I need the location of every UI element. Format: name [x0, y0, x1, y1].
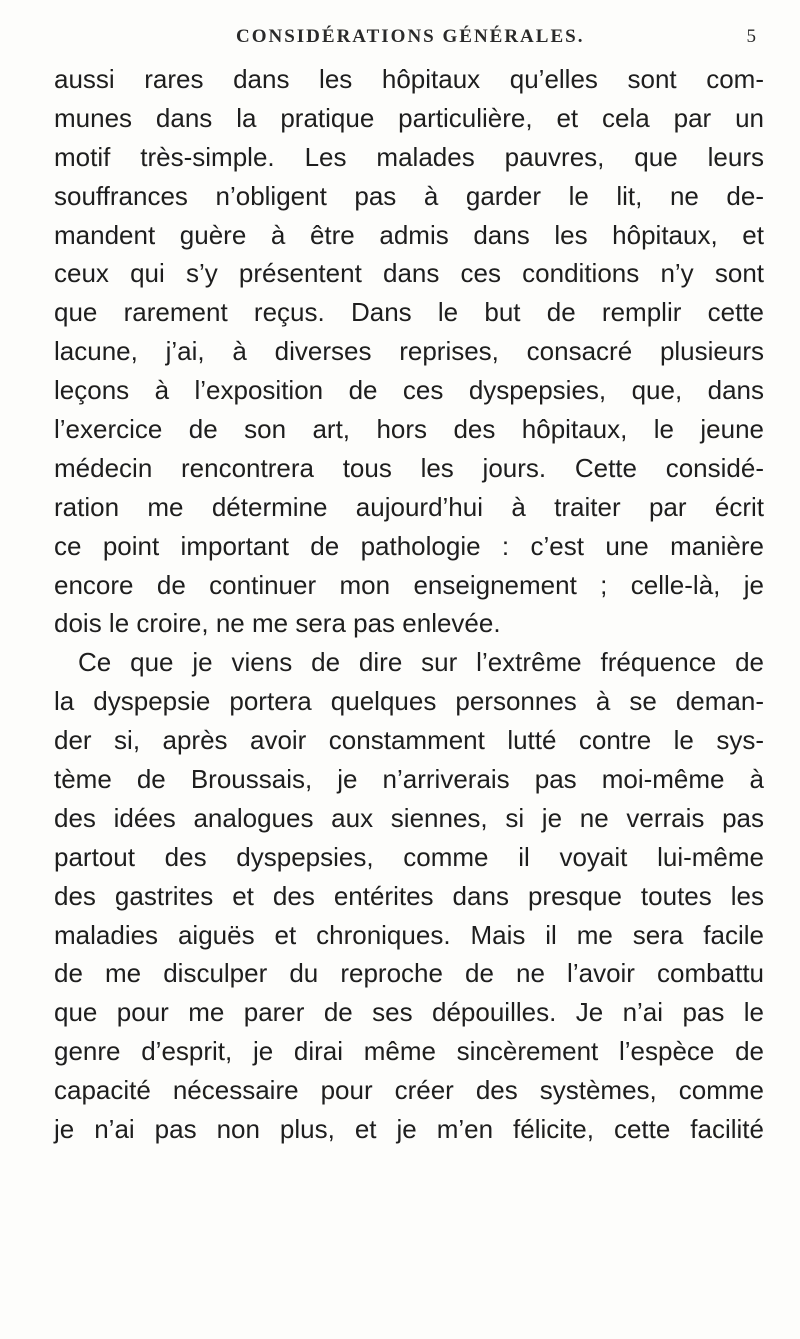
text-line: partout des dyspepsies, comme il voyait lui-même — [54, 841, 764, 872]
running-header-title: CONSIDÉRATIONS GÉNÉRALES. — [236, 26, 585, 47]
text-line: que rarement reçus. Dans le but de remplir cette — [54, 297, 764, 328]
text-line: l’exercice de son art, hors des hôpitaux, le jeune — [54, 414, 764, 445]
paragraph-start-line: Ce que je viens de dire sur l’extrême fréquence de — [78, 647, 764, 678]
paragraph-end-line: dois le croire, ne me sera pas enlevée. — [54, 608, 501, 639]
text-line: médecin rencontrera tous les jours. Cette considé- — [54, 452, 764, 483]
text-line: ration me détermine aujourd’hui à traiter par écrit — [54, 491, 764, 522]
page-number: 5 — [746, 26, 756, 47]
text-line: lacune, j’ai, à diverses reprises, consacré plusieurs — [54, 336, 764, 367]
text-line: maladies aiguës et chroniques. Mais il me sera facile — [54, 919, 764, 950]
text-line: de me disculper du reproche de ne l’avoir combattu — [54, 958, 764, 989]
text-line: que pour me parer de ses dépouilles. Je n’ai pas le — [54, 997, 764, 1028]
text-line: leçons à l’exposition de ces dyspepsies, que, dans — [54, 375, 764, 406]
text-line: munes dans la pratique particulière, et cela par un — [54, 102, 764, 133]
body-text — [54, 60, 764, 1149]
text-line: ceux qui s’y présentent dans ces conditions n’y sont — [54, 258, 764, 289]
text-line: des gastrites et des entérites dans presque toutes les — [54, 880, 764, 911]
text-line: souffrances n’obligent pas à garder le lit, ne de- — [54, 180, 764, 211]
text-line: mandent guère à être admis dans les hôpitaux, et — [54, 219, 764, 250]
text-line: des idées analogues aux siennes, si je ne verrais pas — [54, 802, 764, 833]
text-line: motif très-simple. Les malades pauvres, que leurs — [54, 141, 764, 172]
text-line: ce point important de pathologie : c’est une manière — [54, 530, 764, 561]
text-line: tème de Broussais, je n’arriverais pas moi-même à — [54, 764, 764, 795]
text-line: la dyspepsie portera quelques personnes à se deman- — [54, 686, 764, 717]
text-line: der si, après avoir constamment lutté contre le sys- — [54, 725, 764, 756]
text-line: genre d’esprit, je dirai même sincèrement l’espèce de — [54, 1036, 764, 1067]
text-line: encore de continuer mon enseignement ; celle-là, je — [54, 569, 764, 600]
text-line: capacité nécessaire pour créer des systèmes, comme — [54, 1075, 764, 1106]
text-line: je n’ai pas non plus, et je m’en félicite, cette facilité — [54, 1114, 764, 1145]
running-header — [236, 26, 756, 50]
text-line: aussi rares dans les hôpitaux qu’elles sont com- — [54, 64, 764, 94]
